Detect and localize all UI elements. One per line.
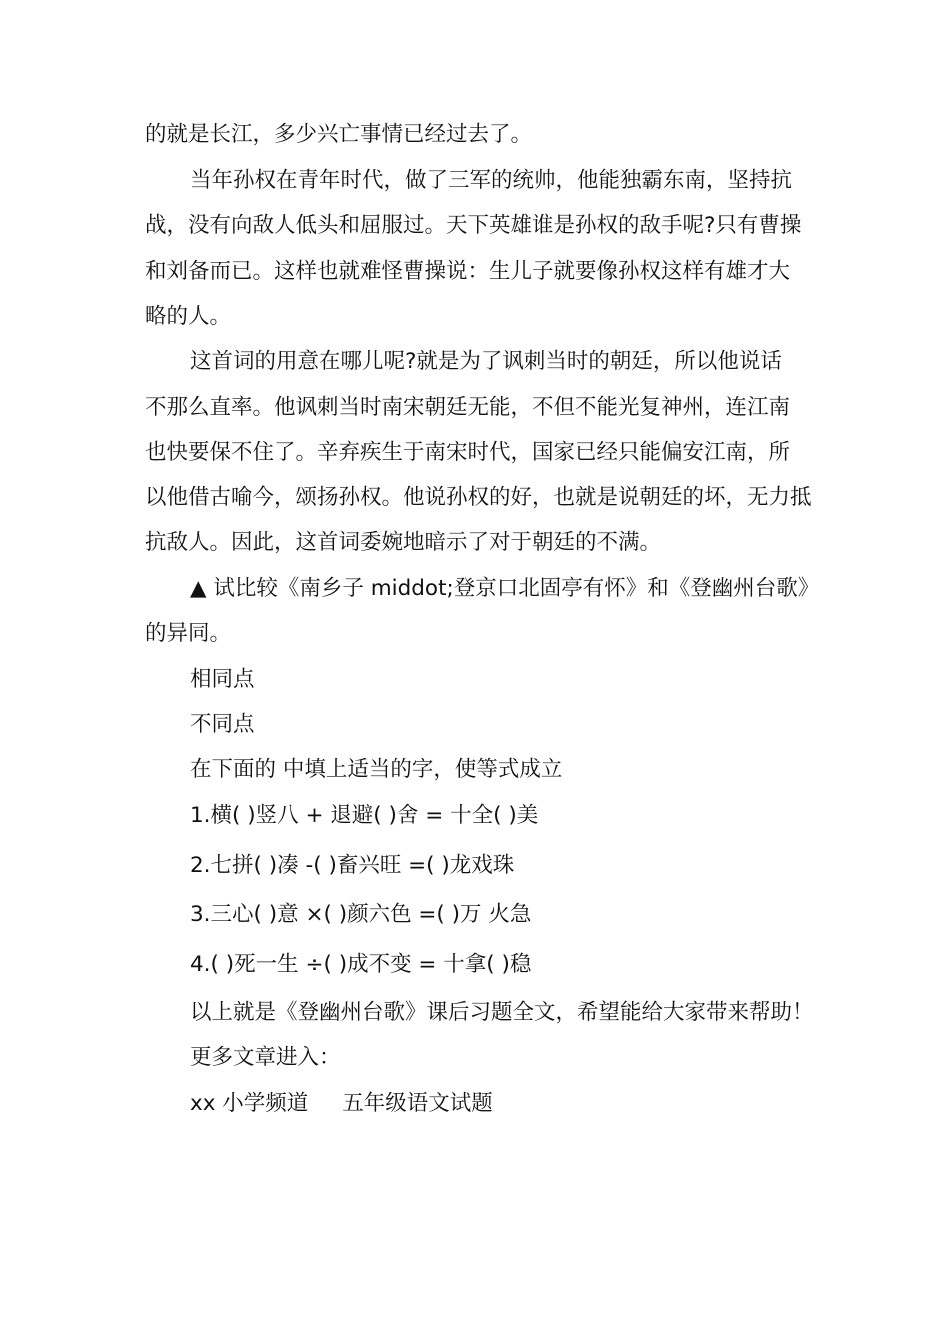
paragraph-line: 抗敌人。因此，这首词委婉地暗示了对于朝廷的不满。 <box>145 530 662 555</box>
closing-line: 以上就是《登幽州台歌》课后习题全文，希望能给大家带来帮助！ <box>190 1000 814 1025</box>
paragraph-line: 这首词的用意在哪儿呢?就是为了讽刺当时的朝廷，所以他说话 <box>190 349 782 374</box>
paragraph-line: 和刘备而已。这样也就难怪曹操说：生儿子就要像孙权这样有雄才大 <box>145 259 791 284</box>
exam-link[interactable]: 五年级语文试题 <box>342 1091 493 1116</box>
related-links <box>190 1089 860 1119</box>
exercise-item: 3.三心( )意 ×( )颜六色 =( )万 火急 <box>190 902 532 927</box>
paragraph-line: 当年孙权在青年时代，做了三军的统帅，他能独霸东南，坚持抗 <box>190 168 793 193</box>
paragraph-line: 不那么直率。他讽刺当时南宋朝廷无能，不但不能光复神州，连江南 <box>145 395 791 420</box>
paragraph-line: 略的人。 <box>145 304 232 329</box>
exercise-item: 2.七拼( )凑 -( )畜兴旺 =( )龙戏珠 <box>190 853 515 878</box>
channel-link[interactable]: xx 小学频道 <box>190 1091 309 1116</box>
exercise-item: 1.横( )竖八 + 退避( )舍 = 十全( )美 <box>190 803 539 828</box>
question-line: 的异同。 <box>145 621 232 646</box>
question-line: ▲ 试比较《南乡子 middot;登京口北固亭有怀》和《登幽州台歌》 <box>190 576 820 601</box>
exercise-item: 4.( )死一生 ÷( )成不变 = 十拿( )稳 <box>190 952 532 977</box>
paragraph-line: 以他借古喻今，颂扬孙权。他说孙权的好，也就是说朝廷的坏，无力抵 <box>145 485 812 510</box>
exercise-instruction: 在下面的 中填上适当的字，使等式成立 <box>190 757 563 782</box>
paragraph-line: 战，没有向敌人低头和屈服过。天下英雄谁是孙权的敌手呢?只有曹操 <box>145 213 802 238</box>
paragraph-line: 也快要保不住了。辛弃疾生于南宋时代，国家已经只能偏安江南，所 <box>145 440 791 465</box>
differences-label: 不同点 <box>190 712 255 737</box>
paragraph-line: 的就是长江，多少兴亡事情已经过去了。 <box>145 122 533 147</box>
similarities-label: 相同点 <box>190 667 255 692</box>
more-articles-label: 更多文章进入： <box>190 1045 341 1070</box>
